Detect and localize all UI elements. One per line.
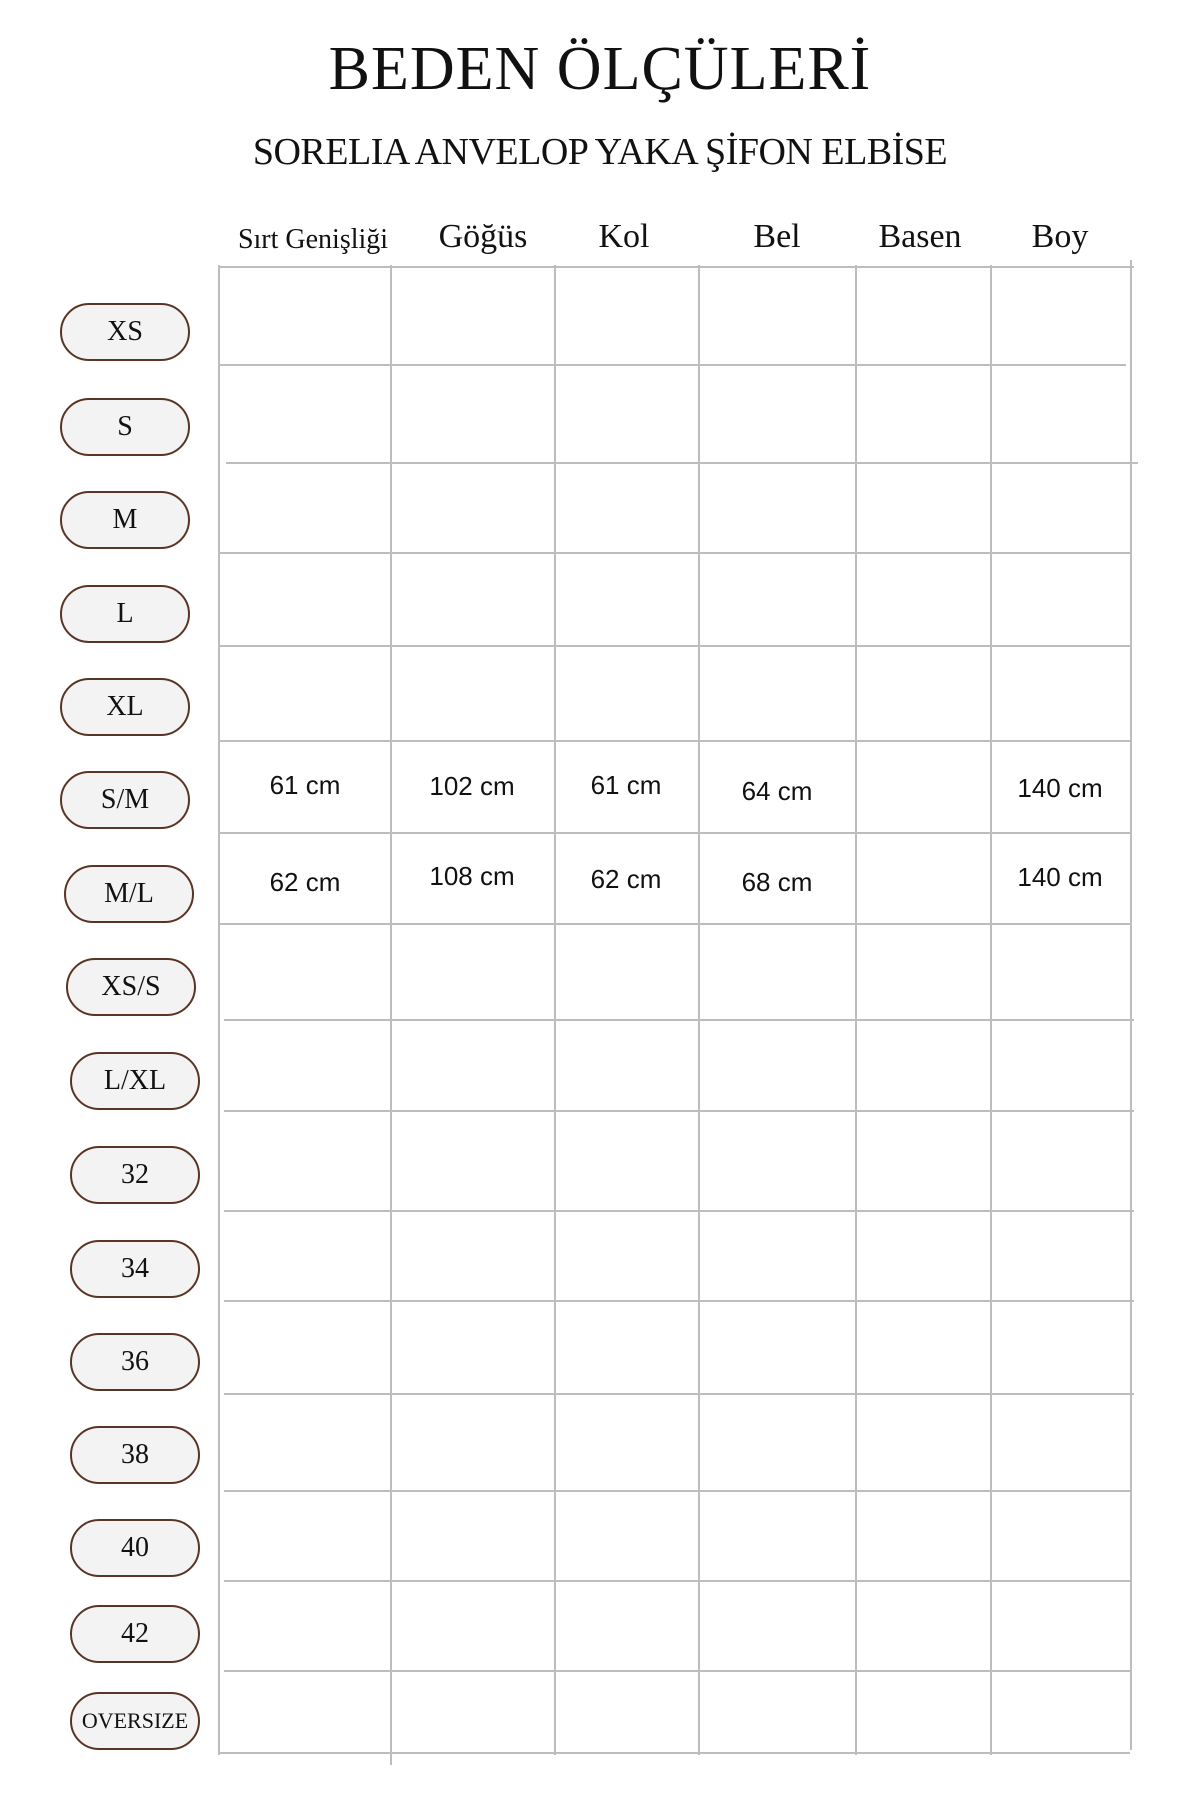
table-hline (224, 1210, 1134, 1212)
size-label: 36 (70, 1333, 200, 1391)
size-label: S/M (60, 771, 190, 829)
table-cell: 108 cm (429, 861, 515, 891)
table-vline (855, 265, 857, 1755)
table-hline (224, 1393, 1134, 1395)
column-header-gogus: Göğüs (438, 218, 528, 255)
table-hline (218, 1752, 1130, 1754)
table-cell: 140 cm (1017, 773, 1103, 803)
table-hline (224, 1490, 1130, 1492)
size-label: XS/S (66, 958, 196, 1016)
table-hline (224, 1019, 1134, 1021)
table-hline (224, 1110, 1134, 1112)
size-label: 34 (70, 1240, 200, 1298)
size-label: 42 (70, 1605, 200, 1663)
table-hline (226, 462, 1138, 464)
table-vline (554, 265, 556, 1755)
table-vline (218, 265, 220, 1755)
table-hline (224, 1670, 1130, 1672)
table-hline (220, 740, 1130, 742)
table-cell: 68 cm (741, 867, 813, 897)
column-header-boy: Boy (1031, 218, 1089, 255)
table-vline (698, 265, 700, 1755)
size-label: S (60, 398, 190, 456)
column-header-kol: Kol (598, 218, 650, 255)
size-label: 40 (70, 1519, 200, 1577)
table-vline (990, 265, 992, 1755)
size-label: M/L (64, 865, 194, 923)
size-label: 32 (70, 1146, 200, 1204)
table-hline (220, 552, 1130, 554)
table-hline (220, 923, 1130, 925)
size-label: XL (60, 678, 190, 736)
table-cell: 61 cm (590, 770, 662, 800)
table-hline (220, 832, 1130, 834)
table-cell: 102 cm (429, 771, 515, 801)
table-cell: 61 cm (269, 770, 341, 800)
table-hline (224, 1300, 1134, 1302)
table-vline (1130, 260, 1132, 1750)
column-header-basen: Basen (878, 218, 962, 255)
table-hline (220, 364, 1126, 366)
table-hline (220, 645, 1130, 647)
column-header-sirt-genisligi: Sırt Genişliği (237, 224, 389, 255)
size-label: XS (60, 303, 190, 361)
table-hline (220, 266, 1134, 268)
table-vline (390, 265, 392, 1765)
table-cell: 64 cm (741, 776, 813, 806)
table-cell: 62 cm (590, 864, 662, 894)
size-label: OVERSIZE (70, 1692, 200, 1750)
size-label: L/XL (70, 1052, 200, 1110)
size-label: 38 (70, 1426, 200, 1484)
column-header-bel: Bel (753, 218, 801, 255)
table-cell: 62 cm (269, 867, 341, 897)
table-cell: 140 cm (1017, 862, 1103, 892)
product-name: SORELIA ANVELOP YAKA ŞİFON ELBİSE (252, 131, 948, 173)
table-hline (224, 1580, 1130, 1582)
size-label: L (60, 585, 190, 643)
page-title: BEDEN ÖLÇÜLERİ (328, 35, 872, 103)
size-label: M (60, 491, 190, 549)
